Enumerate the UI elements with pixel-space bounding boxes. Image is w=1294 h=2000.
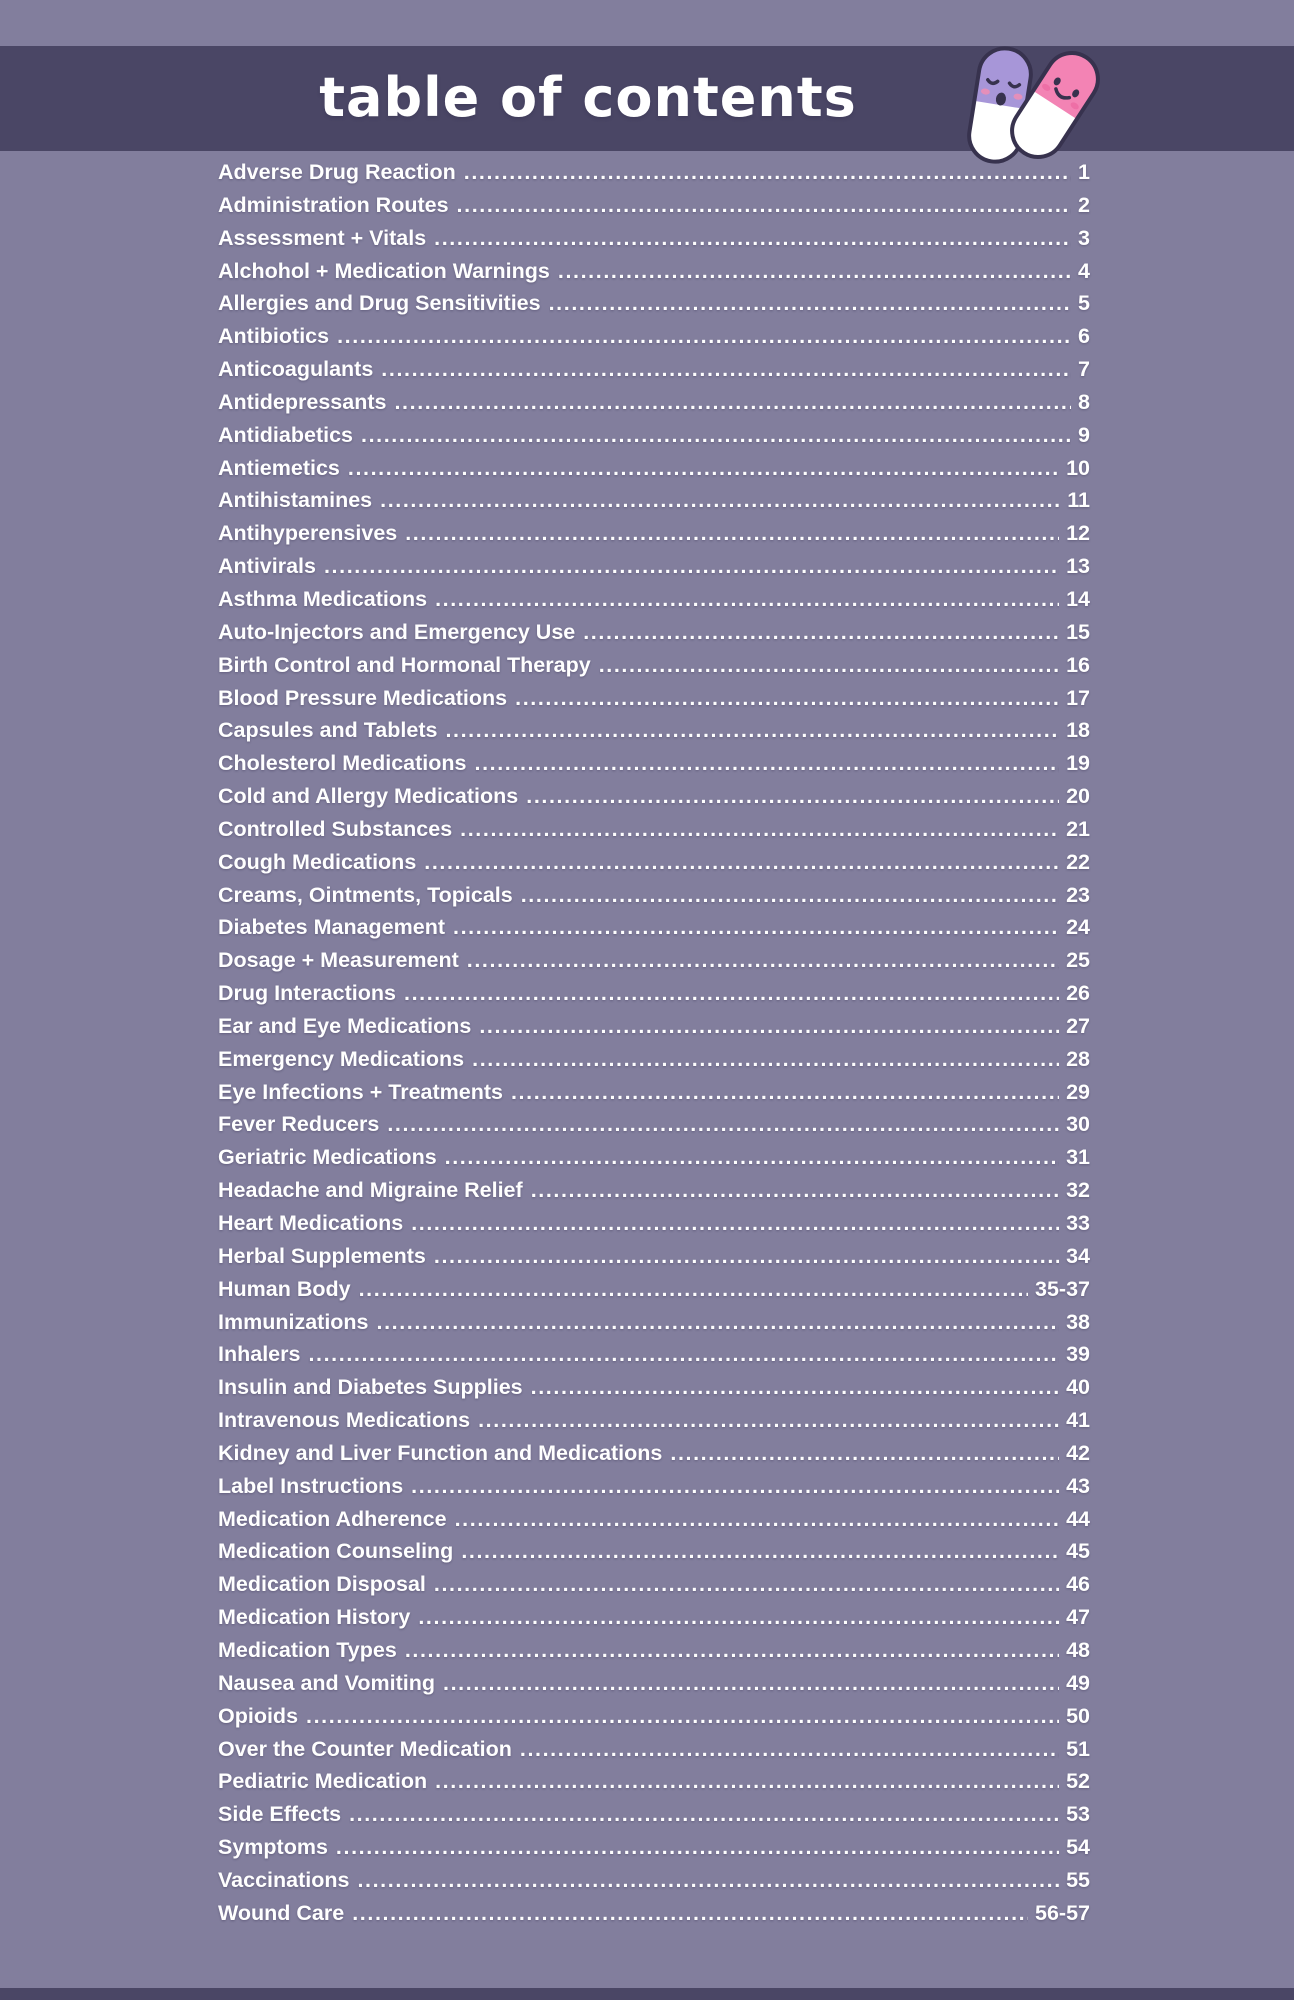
- leader-dots: [453, 911, 1059, 944]
- leader-dots: [424, 846, 1059, 879]
- toc-entry: [218, 682, 1090, 715]
- toc-entry-label: Ear and Eye Medications: [218, 1013, 472, 1038]
- toc-entry-label: Medication Adherence: [218, 1506, 447, 1531]
- toc-entry: [218, 1437, 1090, 1470]
- toc-entry: [218, 550, 1090, 583]
- toc-entry: [218, 1306, 1090, 1339]
- toc-entry-label: Geriatric Medications: [218, 1145, 437, 1170]
- toc-entry: [218, 1765, 1090, 1798]
- toc-entry-label: Cold and Allergy Medications: [218, 784, 519, 809]
- toc-entry-label: Headache and Migraine Relief: [218, 1178, 523, 1203]
- leader-dots: [531, 1371, 1059, 1404]
- toc-entry-page: 49: [1066, 1670, 1090, 1695]
- toc-entry-page: 7: [1078, 357, 1090, 382]
- toc-entry: [218, 1864, 1090, 1897]
- toc-entry: [218, 1010, 1090, 1043]
- toc-entry-label: Nausea and Vomiting: [218, 1670, 436, 1695]
- toc-entry-label: Immunizations: [218, 1309, 369, 1334]
- toc-entry-page: 4: [1078, 258, 1090, 283]
- toc-entry: [218, 320, 1090, 353]
- toc-entry: [218, 452, 1090, 485]
- toc-entry-page: 40: [1066, 1375, 1090, 1400]
- leader-dots: [377, 1306, 1060, 1339]
- toc-entry-label: Diabetes Management: [218, 915, 446, 940]
- toc-entry-label: Alchohol + Medication Warnings: [218, 258, 550, 283]
- toc-entry-page: 30: [1066, 1112, 1090, 1137]
- toc-entry-label: Inhalers: [218, 1342, 301, 1367]
- leader-dots: [435, 1765, 1059, 1798]
- toc-entry-label: Intravenous Medications: [218, 1408, 471, 1433]
- toc-entry: [218, 222, 1090, 255]
- toc-entry: [218, 255, 1090, 288]
- toc-entry-label: Vaccinations: [218, 1867, 350, 1892]
- toc-entry-page: 29: [1066, 1079, 1090, 1104]
- leader-dots: [515, 682, 1059, 715]
- leader-dots: [583, 616, 1059, 649]
- toc-entry-label: Dosage + Measurement: [218, 948, 459, 973]
- toc-entry: [218, 1174, 1090, 1207]
- toc-entry-label: Eye Infections + Treatments: [218, 1079, 503, 1104]
- toc-entry-page: 55: [1066, 1867, 1090, 1892]
- toc-entry-label: Medication Disposal: [218, 1572, 426, 1597]
- toc-entry-page: 32: [1066, 1178, 1090, 1203]
- toc-entry-label: Antivirals: [218, 554, 316, 579]
- leader-dots: [308, 1338, 1059, 1371]
- toc-entry: [218, 1568, 1090, 1601]
- leader-dots: [549, 287, 1071, 320]
- toc-entry-page: 34: [1066, 1243, 1090, 1268]
- leader-dots: [411, 1470, 1059, 1503]
- toc-entry: [218, 419, 1090, 452]
- toc-entry-label: Wound Care: [218, 1900, 345, 1925]
- leader-dots: [411, 1207, 1059, 1240]
- toc-entry-label: Herbal Supplements: [218, 1243, 426, 1268]
- toc-entry-page: 50: [1066, 1703, 1090, 1728]
- toc-entry-page: 41: [1066, 1408, 1090, 1433]
- toc-entry: [218, 386, 1090, 419]
- leader-dots: [670, 1437, 1059, 1470]
- leader-dots: [324, 550, 1059, 583]
- toc-entry-page: 5: [1078, 291, 1090, 316]
- toc-entry-label: Human Body: [218, 1276, 351, 1301]
- leader-dots: [434, 222, 1071, 255]
- toc-entry: [218, 911, 1090, 944]
- leader-dots: [387, 1108, 1059, 1141]
- toc-entry-label: Heart Medications: [218, 1211, 404, 1235]
- toc-entry-label: Emergency Medications: [218, 1046, 465, 1071]
- toc-entry-label: Cholesterol Medications: [218, 751, 467, 776]
- toc-entry-label: Drug Interactions: [218, 981, 396, 1006]
- toc-entry: [218, 1207, 1090, 1240]
- toc-entry: [218, 616, 1090, 649]
- leader-dots: [359, 1273, 1028, 1306]
- toc-entry-page: 27: [1066, 1013, 1090, 1038]
- toc-entry-label: Anticoagulants: [218, 357, 374, 382]
- toc-entry-page: 26: [1066, 981, 1090, 1006]
- toc-entry-page: 14: [1066, 586, 1090, 611]
- leader-dots: [526, 780, 1059, 813]
- toc-entry-page: 33: [1066, 1211, 1090, 1235]
- toc-entry-page: 44: [1066, 1506, 1090, 1531]
- toc-entry-label: Medication Counseling: [218, 1539, 454, 1564]
- leader-dots: [405, 1634, 1059, 1667]
- toc-entry-label: Medication Types: [218, 1637, 397, 1662]
- toc-entry-label: Over the Counter Medication: [218, 1736, 512, 1761]
- toc-entry-page: 54: [1066, 1835, 1090, 1860]
- toc-entry-page: 12: [1066, 521, 1090, 546]
- toc-entry: [218, 1076, 1090, 1109]
- toc-entry: [218, 977, 1090, 1010]
- toc-entry-label: Symptoms: [218, 1835, 328, 1860]
- toc-entry-label: Fever Reducers: [218, 1112, 380, 1137]
- toc-entry-label: Antidepressants: [218, 389, 387, 414]
- toc-entry-page: 20: [1066, 784, 1090, 809]
- toc-entry: [218, 944, 1090, 977]
- toc-entry: [218, 1798, 1090, 1831]
- toc-entry: [218, 287, 1090, 320]
- toc-entry: [218, 1897, 1090, 1930]
- toc-entry: [218, 1470, 1090, 1503]
- toc-entry-label: Cough Medications: [218, 849, 417, 874]
- toc-entry-label: Insulin and Diabetes Supplies: [218, 1375, 523, 1400]
- toc-entry-page: 35-37: [1035, 1276, 1090, 1301]
- toc-entry: [218, 1273, 1090, 1306]
- toc-entry-page: 28: [1066, 1046, 1090, 1071]
- leader-dots: [357, 1864, 1059, 1897]
- toc-entry-label: Assessment + Vitals: [218, 225, 427, 250]
- toc-entry-page: 21: [1066, 816, 1090, 841]
- header-band: [0, 46, 1294, 151]
- leader-dots: [457, 189, 1071, 222]
- leader-dots: [461, 1535, 1059, 1568]
- toc-entry-page: 3: [1078, 225, 1090, 250]
- toc-entry: [218, 1108, 1090, 1141]
- toc-entry-label: Antihyperensives: [218, 521, 398, 546]
- toc-list: [218, 156, 1090, 1930]
- toc-entry: [218, 649, 1090, 682]
- toc-entry: [218, 1503, 1090, 1536]
- leader-dots: [599, 649, 1059, 682]
- toc-entry-page: 23: [1066, 882, 1090, 907]
- toc-entry-label: Adverse Drug Reaction: [218, 160, 456, 184]
- toc-entry-page: 18: [1066, 718, 1090, 743]
- leader-dots: [435, 583, 1059, 616]
- toc-entry-label: Allergies and Drug Sensitivities: [218, 291, 541, 316]
- leader-dots: [531, 1174, 1059, 1207]
- toc-entry-page: 51: [1066, 1736, 1090, 1761]
- toc-entry-label: Controlled Substances: [218, 816, 453, 841]
- toc-entry-page: 45: [1066, 1539, 1090, 1564]
- toc-entry: [218, 353, 1090, 386]
- leader-dots: [478, 1404, 1059, 1437]
- toc-entry-page: 38: [1066, 1309, 1090, 1334]
- toc-entry: [218, 714, 1090, 747]
- toc-entry-page: 6: [1078, 324, 1090, 349]
- toc-entry-label: Medication History: [218, 1605, 411, 1630]
- leader-dots: [443, 1667, 1059, 1700]
- leader-dots: [520, 1733, 1059, 1766]
- toc-entry-page: 10: [1066, 455, 1090, 480]
- toc-entry: [218, 1535, 1090, 1568]
- toc-entry-label: Birth Control and Hormonal Therapy: [218, 652, 591, 677]
- leader-dots: [394, 386, 1071, 419]
- toc-entry: [218, 1404, 1090, 1437]
- pills-icon: [952, 43, 1114, 169]
- toc-entry: [218, 1831, 1090, 1864]
- leader-dots: [521, 879, 1059, 912]
- toc-entry-page: 8: [1078, 389, 1090, 414]
- toc-entry-page: 46: [1066, 1572, 1090, 1597]
- toc-entry: [218, 1700, 1090, 1733]
- toc-entry-label: Administration Routes: [218, 192, 449, 217]
- toc-entry: [218, 1733, 1090, 1766]
- leader-dots: [306, 1700, 1059, 1733]
- toc-entry-label: Opioids: [218, 1703, 299, 1728]
- toc-entry-page: 13: [1066, 554, 1090, 579]
- leader-dots: [460, 813, 1059, 846]
- toc-entry: [218, 583, 1090, 616]
- toc-entry: [218, 1667, 1090, 1700]
- toc-entry-label: Side Effects: [218, 1802, 342, 1827]
- leader-dots: [455, 1503, 1059, 1536]
- toc-entry-label: Antihistamines: [218, 488, 373, 513]
- toc-entry-label: Pediatric Medication: [218, 1769, 428, 1794]
- toc-entry: [218, 189, 1090, 222]
- leader-dots: [479, 1010, 1059, 1043]
- toc-entry: [218, 1043, 1090, 1076]
- toc-entry-page: 11: [1067, 488, 1090, 513]
- toc-entry-page: 56-57: [1035, 1900, 1090, 1925]
- toc-entry: [218, 484, 1090, 517]
- leader-dots: [472, 1043, 1059, 1076]
- leader-dots: [475, 747, 1060, 780]
- toc-entry-page: 1: [1078, 160, 1090, 184]
- leader-dots: [418, 1601, 1059, 1634]
- toc-entry-page: 22: [1066, 849, 1090, 874]
- toc-entry-label: Capsules and Tablets: [218, 718, 438, 743]
- leader-dots: [434, 1568, 1059, 1601]
- leader-dots: [558, 255, 1071, 288]
- toc-entry-page: 15: [1066, 619, 1090, 644]
- leader-dots: [511, 1076, 1059, 1109]
- toc-entry: [218, 747, 1090, 780]
- leader-dots: [348, 452, 1059, 485]
- toc-entry-page: 31: [1066, 1145, 1090, 1170]
- toc-entry-label: Label Instructions: [218, 1473, 404, 1498]
- toc-entry: [218, 1634, 1090, 1667]
- leader-dots: [445, 714, 1059, 747]
- footer-bar: [0, 1988, 1294, 2000]
- toc-entry-page: 42: [1066, 1440, 1090, 1465]
- leader-dots: [349, 1798, 1059, 1831]
- toc-entry-label: Creams, Ointments, Topicals: [218, 882, 513, 907]
- toc-entry: [218, 879, 1090, 912]
- leader-dots: [361, 419, 1071, 452]
- toc-entry-page: 43: [1066, 1473, 1090, 1498]
- toc-entry-page: 24: [1066, 915, 1090, 940]
- toc-entry-label: Blood Pressure Medications: [218, 685, 508, 710]
- leader-dots: [445, 1141, 1059, 1174]
- toc-entry-label: Auto-Injectors and Emergency Use: [218, 619, 576, 644]
- toc-entry-page: 47: [1066, 1605, 1090, 1630]
- toc-entry: [218, 1371, 1090, 1404]
- toc-entry-page: 39: [1066, 1342, 1090, 1367]
- toc-entry-page: 9: [1078, 422, 1090, 447]
- leader-dots: [337, 320, 1071, 353]
- toc-entry: [218, 517, 1090, 550]
- leader-dots: [336, 1831, 1059, 1864]
- toc-entry: [218, 1141, 1090, 1174]
- leader-dots: [404, 977, 1059, 1010]
- toc-entry-page: 19: [1066, 751, 1090, 776]
- toc-entry-page: 2: [1078, 192, 1090, 217]
- toc-entry: [218, 780, 1090, 813]
- toc-entry: [218, 1240, 1090, 1273]
- toc-entry: [218, 1601, 1090, 1634]
- toc-entry-label: Antidiabetics: [218, 422, 353, 447]
- leader-dots: [352, 1897, 1028, 1930]
- page-title: table of contents: [319, 65, 857, 129]
- leader-dots: [381, 353, 1071, 386]
- toc-entry-page: 48: [1066, 1637, 1090, 1662]
- toc-entry-label: Asthma Medications: [218, 586, 428, 611]
- toc-entry-page: 25: [1066, 948, 1090, 973]
- leader-dots: [434, 1240, 1059, 1273]
- toc-entry-label: Antibiotics: [218, 324, 330, 349]
- leader-dots: [464, 156, 1071, 189]
- leader-dots: [405, 517, 1059, 550]
- toc-entry-label: Antiemetics: [218, 455, 340, 480]
- toc-entry: [218, 813, 1090, 846]
- toc-entry-page: 16: [1066, 652, 1090, 677]
- toc-entry-label: Kidney and Liver Function and Medications: [218, 1440, 663, 1465]
- leader-dots: [380, 484, 1060, 517]
- toc-entry: [218, 846, 1090, 879]
- leader-dots: [467, 944, 1059, 977]
- toc-entry-page: 17: [1066, 685, 1090, 710]
- toc-entry: [218, 1338, 1090, 1371]
- toc-entry-page: 52: [1066, 1769, 1090, 1794]
- toc-entry: [218, 156, 1090, 189]
- toc-entry-page: 53: [1066, 1802, 1090, 1827]
